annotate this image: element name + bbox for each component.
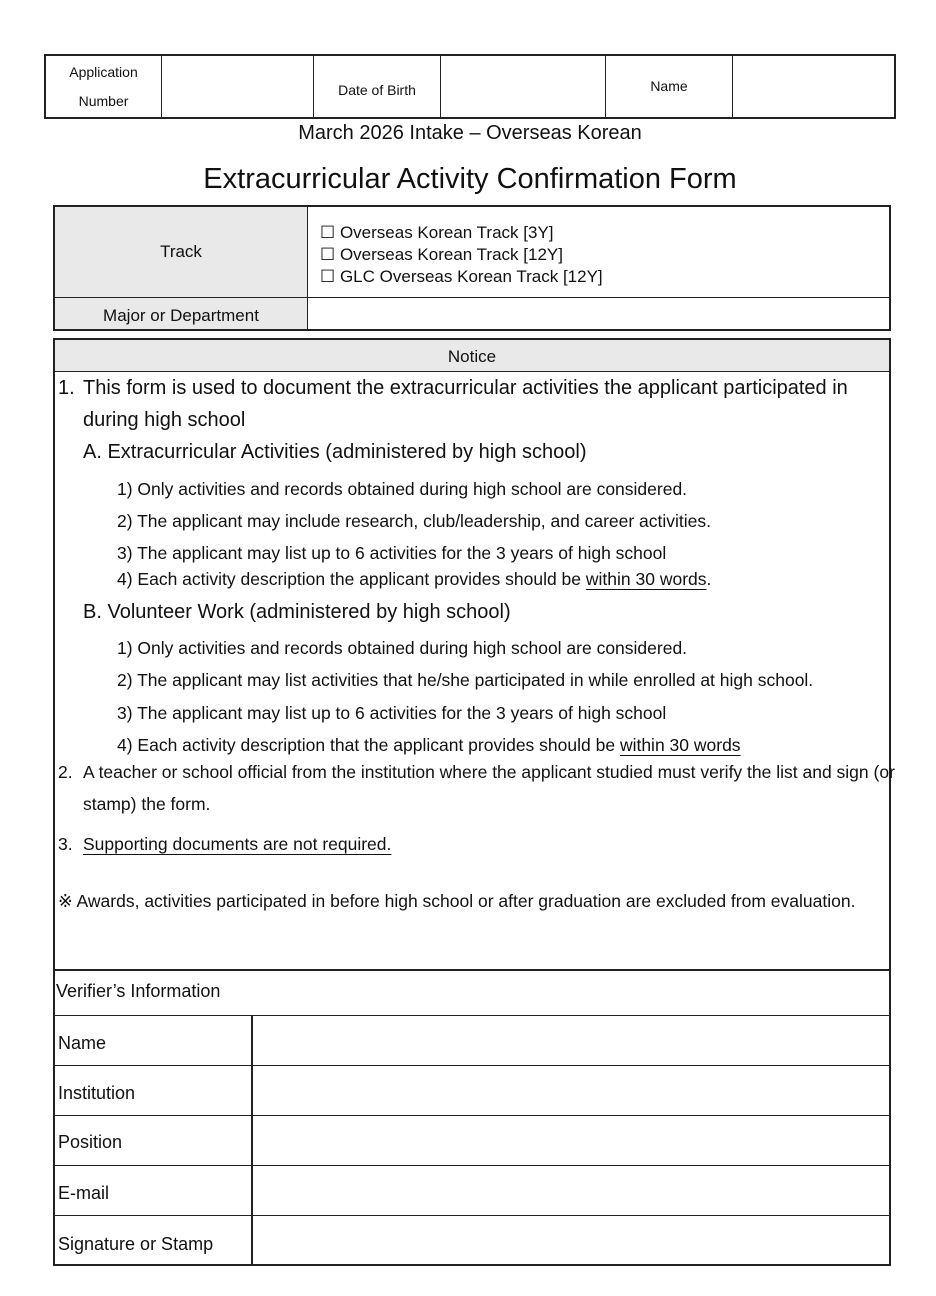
applicant-info-table	[44, 54, 896, 119]
track-option-12y[interactable]: ☐ Overseas Korean Track [12Y]	[320, 245, 563, 264]
verifier-position-field[interactable]	[253, 1116, 889, 1165]
date-of-birth-field[interactable]	[441, 56, 606, 117]
application-number-label-line1: Application	[69, 63, 138, 80]
item-1-line-2: during high school	[83, 409, 246, 431]
section-b-item-4-text: 4) Each activity description that the applicant provides should be	[117, 735, 620, 755]
application-number-field[interactable]	[162, 56, 314, 117]
section-a-item-4-text: 4) Each activity description the applicant provides should be	[117, 569, 586, 589]
track-option-3y[interactable]: ☐ Overseas Korean Track [3Y]	[320, 223, 554, 242]
section-a-item-2: 2) The applicant may include research, club/leadership, and career activities.	[117, 511, 712, 531]
verifier-institution-label: Institution	[58, 1083, 136, 1103]
item-1-line-1: This form is used to document the extracurricular activities the applicant participated in	[83, 377, 848, 399]
verifier-institution-field[interactable]	[253, 1066, 889, 1115]
track-option-glc-12y[interactable]: ☐ GLC Overseas Korean Track [12Y]	[320, 267, 603, 286]
section-a-item-3: 3) The applicant may list up to 6 activities for the 3 years of high school	[117, 543, 667, 563]
track-row	[55, 207, 889, 298]
verifier-divider	[55, 969, 889, 971]
verifier-email-label: E-mail	[58, 1183, 110, 1203]
notice-item-2	[58, 762, 895, 783]
item-3-text: Supporting documents are not required.	[83, 834, 392, 854]
major-field[interactable]	[308, 298, 889, 329]
notice-item-3	[58, 834, 391, 855]
verifier-position-label: Position	[58, 1132, 123, 1152]
intake-subtitle: March 2026 Intake – Overseas Korean	[298, 122, 642, 144]
name-label: Name	[606, 56, 733, 117]
item-2-line-2: stamp) the form.	[83, 794, 211, 814]
verifier-title: Verifier’s Information	[56, 981, 221, 1001]
track-table	[53, 205, 891, 331]
track-options	[308, 207, 889, 297]
exclusion-footnote: ※ Awards, activities participated in before high school or after graduation are excluded from evaluation.	[58, 891, 856, 911]
section-b-item-1: 1) Only activities and records obtained during high school are considered.	[117, 638, 688, 658]
notice-box	[53, 338, 895, 1266]
section-b-heading: B. Volunteer Work (administered by high school)	[83, 601, 511, 623]
verifier-signature-field[interactable]	[253, 1216, 889, 1264]
application-number-label-line2: Number	[78, 92, 129, 109]
notice-header: Notice	[55, 340, 889, 372]
section-a-item-4-period: .	[706, 569, 712, 589]
section-b-item-4	[117, 735, 741, 756]
section-a-item-1: 1) Only activities and records obtained during high school are considered.	[117, 479, 688, 499]
section-a-heading: A. Extracurricular Activities (administered by high school)	[83, 441, 587, 463]
section-b-item-2: 2) The applicant may list activities that he/she participated in while enrolled at high school.	[117, 670, 814, 690]
item-3-number: 3.	[58, 834, 73, 854]
page-title: Extracurricular Activity Confirmation Form	[203, 163, 737, 195]
verifier-name-field[interactable]	[253, 1016, 889, 1065]
major-row	[55, 298, 889, 329]
verifier-name-label: Name	[58, 1033, 107, 1053]
notice-item-1	[58, 377, 848, 400]
verifier-signature-label: Signature or Stamp	[58, 1234, 214, 1254]
section-a-item-4	[117, 569, 711, 590]
section-b-item-4-limit: within 30 words	[619, 735, 741, 755]
major-label: Major or Department	[55, 298, 308, 329]
section-a-item-4-limit: within 30 words	[585, 569, 707, 589]
application-number-label	[46, 56, 162, 117]
verifier-email-field[interactable]	[253, 1166, 889, 1215]
item-2-number: 2.	[58, 762, 73, 782]
item-2-line-1: A teacher or school official from the institution where the applicant studied must verify the list and sign (or	[83, 762, 895, 782]
date-of-birth-label: Date of Birth	[314, 56, 441, 117]
item-1-number: 1.	[58, 377, 75, 399]
section-b-item-3: 3) The applicant may list up to 6 activities for the 3 years of high school	[117, 703, 667, 723]
track-label: Track	[55, 207, 308, 297]
name-field[interactable]	[733, 56, 894, 117]
